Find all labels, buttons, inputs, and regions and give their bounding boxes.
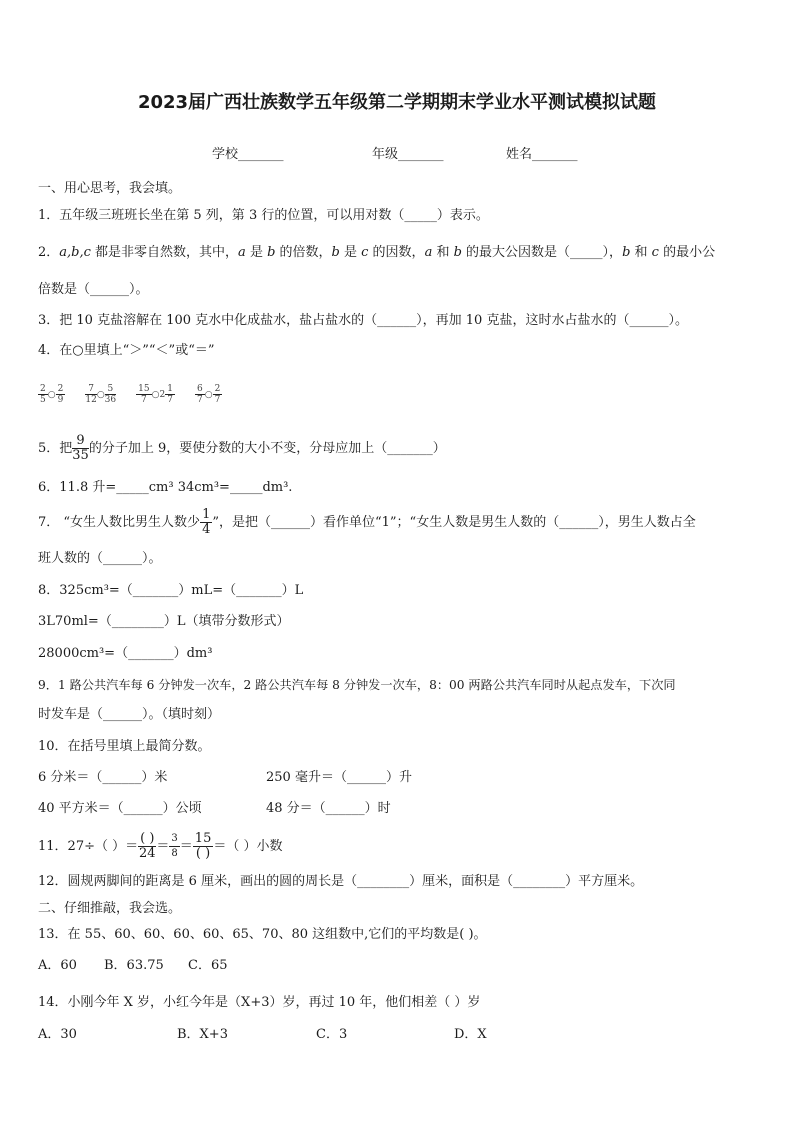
section-1-heading: 一、用心思考，我会填。	[38, 181, 182, 196]
question-3: 3．把 10 克盐溶解在 100 克水中化成盐水，盐占盐水的（______），再加 10 克盐，这时水占盐水的（______）。	[38, 313, 688, 328]
question-1: 1．五年级三班班长坐在第 5 列，第 3 行的位置，可以用对数（_____）表示。	[38, 208, 489, 223]
name-field: 姓名_______	[506, 147, 578, 162]
question-10-item-d: 48 分＝（______）时	[266, 801, 391, 816]
question-11: 11．27÷（ ）＝ $\frac{( )}{24}$ ＝ $\frac{3}{8}$ ＝ $\frac{15}{( )}$ ＝（ ）小数	[38, 831, 283, 861]
question-2-line-2: 倍数是（______）。	[38, 282, 149, 297]
question-9-line-2: 时发车是（______）。（填时刻）	[38, 707, 221, 722]
question-14-option-a: A．30	[38, 1027, 77, 1042]
question-10-item-c: 40 平方米＝（______）公顷	[38, 801, 202, 816]
question-6: 6．11.8 升=_____cm³ 34cm³=_____dm³.	[38, 480, 293, 495]
question-8-line-3: 28000cm³=（_______）dm³	[38, 646, 213, 661]
question-14: 14．小刚今年 X 岁，小红今年是（X+3）岁，再过 10 年，他们相差（ ）岁	[38, 995, 481, 1010]
question-14-option-c: C．3	[316, 1027, 348, 1042]
question-13-option-a: A．60	[38, 958, 77, 973]
question-2-line-1: 2．a,b,c 都是非零自然数，其中，a 是 b 的倍数，b 是 c 的因数，a 和 b 的最大公因数是（_____），b 和 c 的最小公	[38, 245, 716, 260]
question-7-line-1: 7． “女生人数比男生人数少 $\frac{1}{4}$ ”，是把（______）看作单位“1”；“女生人数是男生人数的（______），男生人数占全	[38, 507, 696, 537]
section-2-heading: 二、仔细推敲，我会选。	[38, 901, 182, 916]
question-13-option-c: C．65	[188, 958, 228, 973]
question-10-item-b: 250 毫升＝（______）升	[266, 770, 412, 785]
question-4-comparisons: $\frac{2}{5}$ ○ $\frac{2}{9}$ $\frac{7}{12}$ ○ $\frac{5}{36}$ $\frac{15}{7}$ ○2 $\frac{1}{7}$ $\frac{6}{7}$ ○ $\frac{2}{7}$	[40, 384, 221, 405]
question-12: 12．圆规两脚间的距离是 6 厘米，画出的圆的周长是（________）厘米，面积是（________）平方厘米。	[38, 874, 644, 889]
grade-field: 年级_______	[372, 147, 444, 162]
school-field: 学校_______	[212, 147, 284, 162]
question-5: 5．把 $\frac{9}{35}$ 的分子加上 9，要使分数的大小不变，分母应加上（_______）	[38, 433, 446, 463]
question-10: 10．在括号里填上最简分数。	[38, 739, 211, 754]
question-10-item-a: 6 分米＝（______）米	[38, 770, 168, 785]
question-13: 13．在 55、60、60、60、60、65、70、80 这组数中,它们的平均数是( )。	[38, 927, 487, 942]
page-title: 2023届广西壮族数学五年级第二学期期末学业水平测试模拟试题	[137, 92, 657, 113]
question-8-line-2: 3L70ml=（________）L（填带分数形式）	[38, 614, 290, 629]
question-8-line-1: 8．325cm³=（_______）mL=（_______）L	[38, 583, 304, 598]
question-4: 4．在○里填上“＞”“＜”或“＝”	[38, 343, 215, 358]
question-14-option-d: D．X	[454, 1027, 487, 1042]
question-13-option-b: B．63.75	[104, 958, 164, 973]
question-9-line-1: 9．1 路公共汽车每 6 分钟发一次车，2 路公共汽车每 8 分钟发一次车，8：00 两路公共汽车同时从起点发车，下次同	[38, 678, 676, 692]
question-7-line-2: 班人数的（______）。	[38, 551, 162, 566]
question-14-option-b: B．X+3	[177, 1027, 228, 1042]
